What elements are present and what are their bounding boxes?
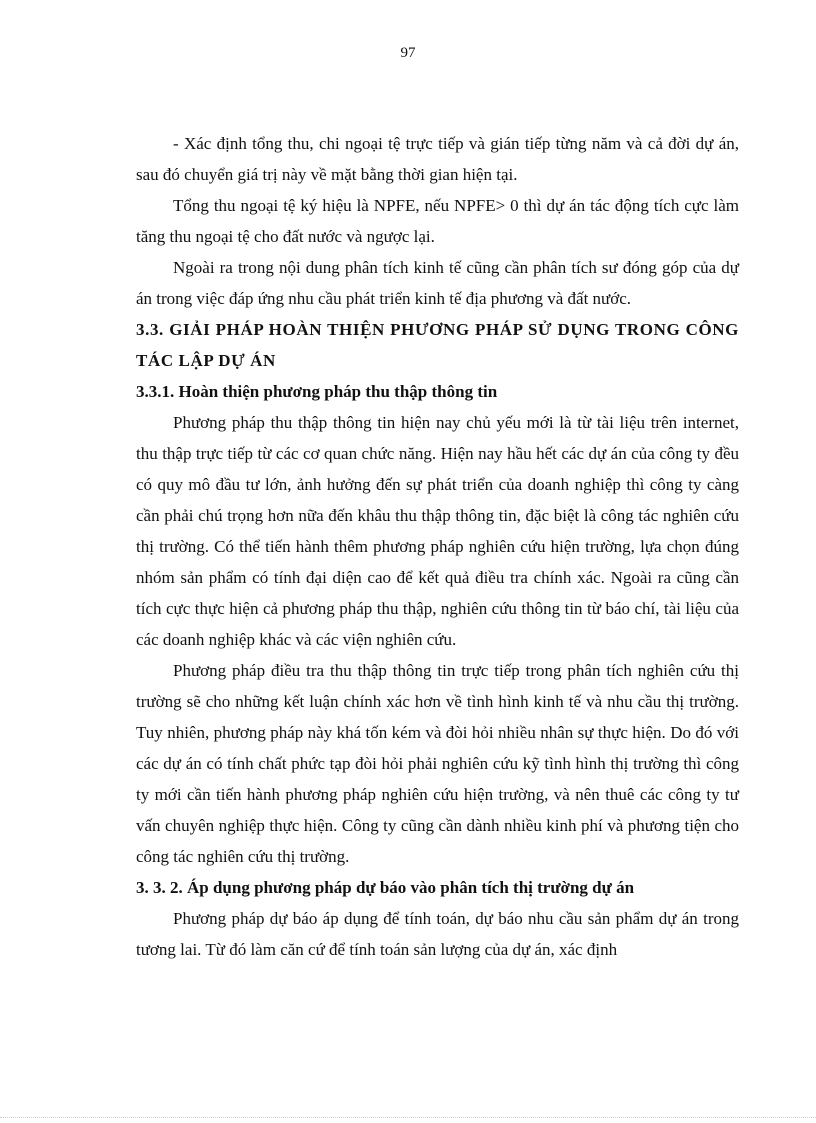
paragraph-npfe: Tổng thu ngoại tệ ký hiệu là NPFE, nếu NPFE> 0 thì dự án tác động tích cực làm tăng thu ngoại tệ cho đất nước và ngược lại. [136, 196, 739, 246]
paragraph-foreign-currency-total: - Xác định tổng thu, chi ngoại tệ trực tiếp và gián tiếp từng năm và cả đời dự án, sau đó chuyển giá trị này về mặt bằng thời gian hiện tại. [136, 134, 739, 184]
page-bottom-divider [0, 1117, 816, 1118]
page-number: 97 [400, 45, 416, 61]
paragraph-economic-contribution: Ngoài ra trong nội dung phân tích kinh tế cũng cần phân tích sư đóng góp của dự án trong việc đáp ứng nhu cầu phát triển kinh tế địa phương và đất nước. [136, 258, 739, 308]
page-body [136, 128, 739, 965]
section-heading-3-3: 3.3. GIẢI PHÁP HOÀN THIỆN PHƯƠNG PHÁP SỬ DỤNG TRONG CÔNG TÁC LẬP DỰ ÁN [136, 320, 739, 370]
paragraph-information-collection: Phương pháp thu thập thông tin hiện nay chủ yếu mới là từ tài liệu trên internet, thu thập trực tiếp từ các cơ quan chức năng. Hiện nay hầu hết các dự án của công ty đều có quy mô đầu tư lớn, ảnh hưởng đến sự phát triển của doanh nghiệp thì công ty càng cần phải chú trọng hơn nữa đến khâu thu thập thông tin, đặc biệt là công tác nghiên cứu thị trường. Có thể tiến hành thêm phương pháp nghiên cứu hiện trường, lựa chọn đúng nhóm sản phẩm có tính đại diện cao để kết quả điều tra chính xác. Ngoài ra cũng cần tích cực thực hiện cả phương pháp thu thập, nghiên cứu thông tin từ báo chí, tài liệu của các doanh nghiệp khác và các viện nghiên cứu. [136, 413, 739, 649]
subsection-heading-3-3-1: 3.3.1. Hoàn thiện phương pháp thu thập thông tin [136, 382, 498, 401]
paragraph-forecast-method: Phương pháp dự báo áp dụng để tính toán, dự báo nhu cầu sản phẩm dự án trong tương lai. Từ đó làm căn cứ để tính toán sản lượng của dự án, xác định [136, 909, 739, 959]
subsection-heading-3-3-2: 3. 3. 2. Áp dụng phương pháp dự báo vào phân tích thị trường dự án [136, 878, 635, 897]
paragraph-direct-survey: Phương pháp điều tra thu thập thông tin trực tiếp trong phân tích nghiên cứu thị trường sẽ cho những kết luận chính xác hơn về tình hình kinh tế và nhu cầu thị trường. Tuy nhiên, phương pháp này khá tốn kém và đòi hỏi nhiều nhân sự thực hiện. Do đó với các dự án có tính chất phức tạp đòi hỏi phải nghiên cứu kỹ tình hình thị trường thì công ty mới cần tiến hành phương pháp nghiên cứu hiện trường, và nên thuê các công ty tư vấn chuyên nghiệp thực hiện. Công ty cũng cần dành nhiều kinh phí và phương tiện cho công tác nghiên cứu thị trường. [136, 661, 739, 866]
